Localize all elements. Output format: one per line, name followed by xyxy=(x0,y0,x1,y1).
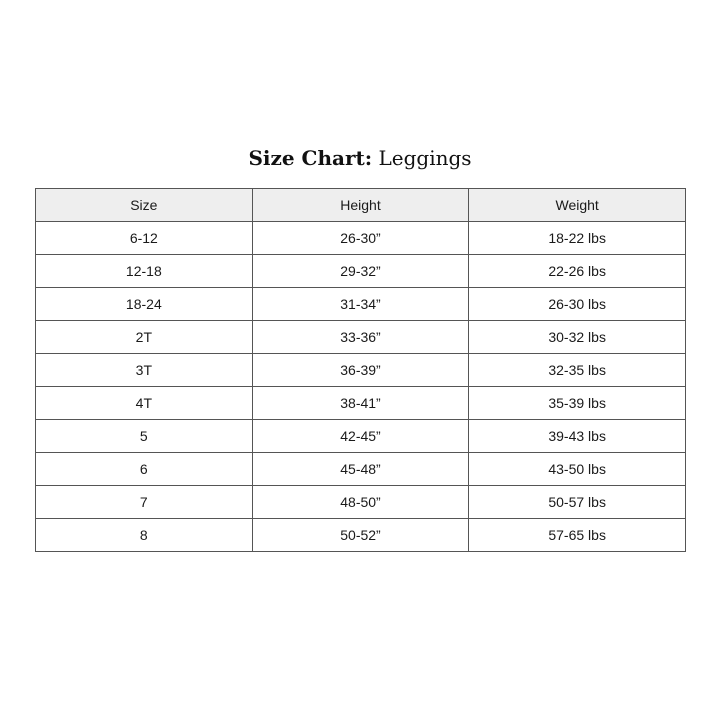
table-row xyxy=(36,222,686,255)
weight-cell: 57-65 lbs xyxy=(469,519,686,552)
height-cell: 48-50” xyxy=(252,486,469,519)
table-header-row xyxy=(36,189,686,222)
height-cell: 31-34” xyxy=(252,288,469,321)
size-cell: 4T xyxy=(36,387,253,420)
weight-cell: 26-30 lbs xyxy=(469,288,686,321)
table-row xyxy=(36,288,686,321)
height-cell: 33-36” xyxy=(252,321,469,354)
height-cell: 45-48” xyxy=(252,453,469,486)
size-cell: 3T xyxy=(36,354,253,387)
weight-cell: 39-43 lbs xyxy=(469,420,686,453)
weight-cell: 22-26 lbs xyxy=(469,255,686,288)
size-cell: 6 xyxy=(36,453,253,486)
column-header-height: Height xyxy=(252,189,469,222)
table-row xyxy=(36,354,686,387)
title-prefix: Size Chart: xyxy=(248,146,373,170)
table-row xyxy=(36,321,686,354)
height-cell: 26-30” xyxy=(252,222,469,255)
weight-cell: 43-50 lbs xyxy=(469,453,686,486)
size-cell: 8 xyxy=(36,519,253,552)
column-header-weight: Weight xyxy=(469,189,686,222)
table-row xyxy=(36,486,686,519)
size-cell: 5 xyxy=(36,420,253,453)
size-cell: 7 xyxy=(36,486,253,519)
weight-cell: 30-32 lbs xyxy=(469,321,686,354)
weight-cell: 35-39 lbs xyxy=(469,387,686,420)
table-body xyxy=(36,222,686,552)
table-row xyxy=(36,420,686,453)
title-product: Leggings xyxy=(372,146,472,170)
table-row xyxy=(36,255,686,288)
height-cell: 38-41” xyxy=(252,387,469,420)
height-cell: 36-39” xyxy=(252,354,469,387)
table-row xyxy=(36,519,686,552)
page-title xyxy=(0,143,720,173)
weight-cell: 32-35 lbs xyxy=(469,354,686,387)
size-cell: 18-24 xyxy=(36,288,253,321)
size-chart-table xyxy=(35,188,686,552)
column-header-size: Size xyxy=(36,189,253,222)
weight-cell: 18-22 lbs xyxy=(469,222,686,255)
table-row xyxy=(36,453,686,486)
height-cell: 50-52” xyxy=(252,519,469,552)
height-cell: 42-45” xyxy=(252,420,469,453)
weight-cell: 50-57 lbs xyxy=(469,486,686,519)
size-cell: 12-18 xyxy=(36,255,253,288)
table-row xyxy=(36,387,686,420)
size-cell: 6-12 xyxy=(36,222,253,255)
size-cell: 2T xyxy=(36,321,253,354)
height-cell: 29-32” xyxy=(252,255,469,288)
